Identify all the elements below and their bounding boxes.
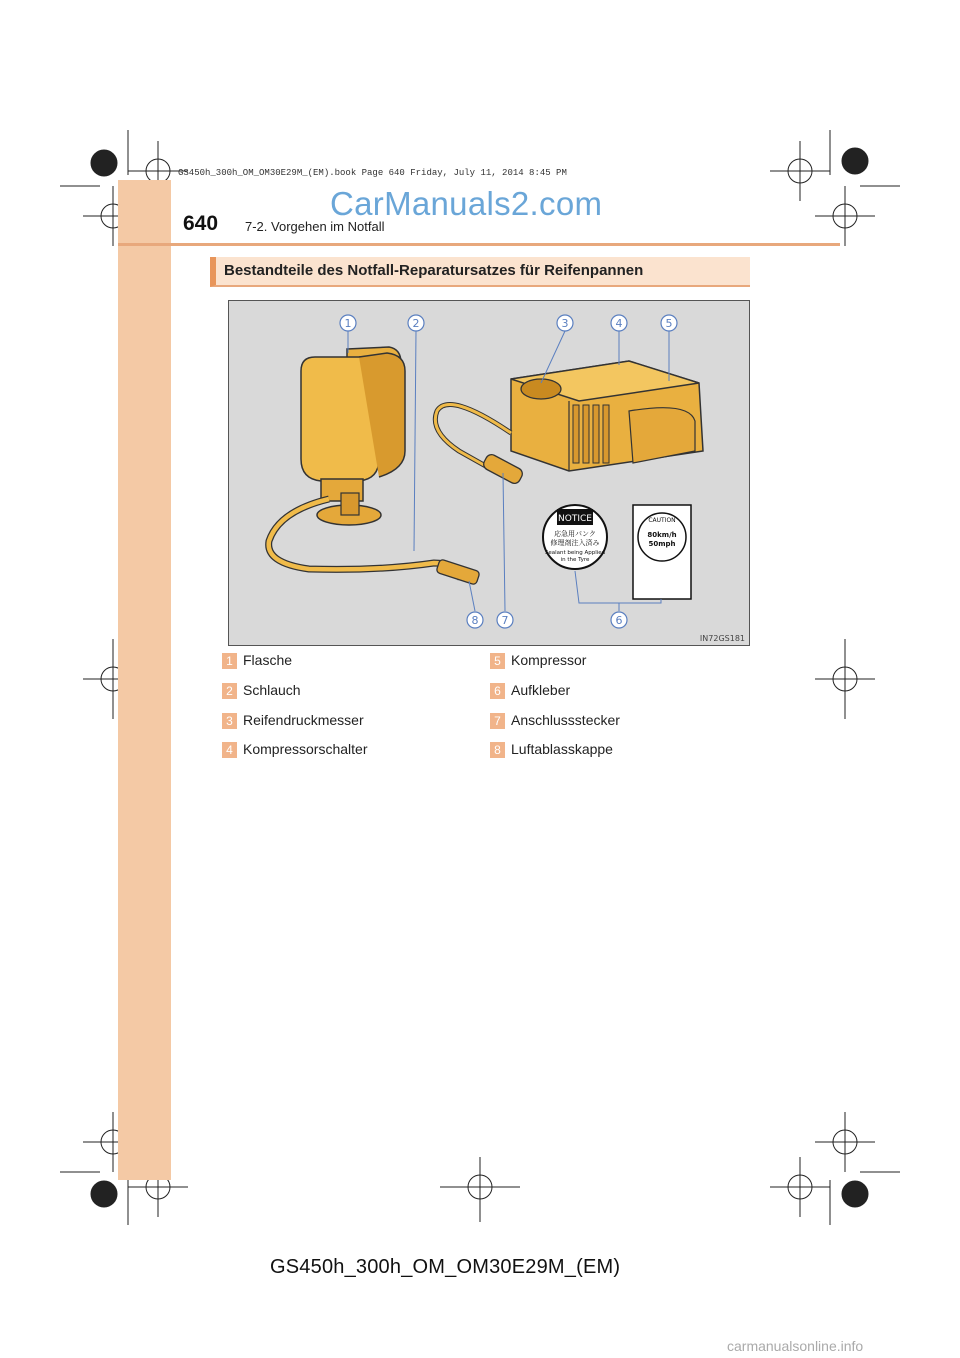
notice-en-line1: Sealant being Applied bbox=[544, 550, 606, 556]
legend-num: 4 bbox=[222, 742, 237, 758]
chapter-title: 7-2. Vorgehen im Notfall bbox=[245, 219, 385, 234]
legend-label: Flasche bbox=[243, 652, 293, 668]
caution-speed-kmh: 80km/h bbox=[647, 531, 677, 539]
callout-5: 5 bbox=[665, 317, 673, 330]
header-rule bbox=[118, 243, 840, 246]
callout-1: 1 bbox=[344, 317, 352, 330]
callout-3: 3 bbox=[561, 317, 569, 330]
legend-num: 6 bbox=[490, 683, 505, 699]
legend-label: Kompressor bbox=[511, 652, 587, 668]
section-title: Bestandteile des Notfall-Reparatursatzes für Reifenpannen bbox=[224, 262, 644, 279]
legend-num: 3 bbox=[222, 713, 237, 729]
legend-num: 2 bbox=[222, 683, 237, 699]
legend-label: Kompressorschalter bbox=[243, 741, 368, 757]
legend-label: Aufkleber bbox=[511, 682, 571, 698]
figure-code: IN72GS181 bbox=[699, 634, 745, 643]
caution-sticker bbox=[633, 505, 691, 599]
repair-kit-illustration bbox=[228, 300, 750, 646]
legend-label: Anschlussstecker bbox=[511, 712, 620, 728]
notice-sticker bbox=[543, 505, 607, 569]
page-number: 640 bbox=[183, 212, 219, 235]
caution-speed-mph: 50mph bbox=[648, 540, 676, 548]
notice-text: NOTICE bbox=[558, 514, 592, 524]
callout-7: 7 bbox=[501, 614, 509, 627]
book-info: GS450h_300h_OM_OM30E29M_(EM).book Page 640 Friday, July 11, 2014 8:45 PM bbox=[178, 168, 567, 178]
legend-num: 5 bbox=[490, 653, 505, 669]
compressor-illustration bbox=[511, 361, 703, 471]
document-code: GS450h_300h_OM_OM30E29M_(EM) bbox=[270, 1256, 621, 1278]
legend-num: 7 bbox=[490, 713, 505, 729]
repair-kit-drawing bbox=[229, 301, 749, 645]
callout-4: 4 bbox=[615, 317, 623, 330]
callout-8: 8 bbox=[471, 614, 479, 627]
legend-label: Schlauch bbox=[243, 682, 301, 698]
chapter-sidebar bbox=[118, 180, 171, 1180]
legend-num: 1 bbox=[222, 653, 237, 669]
caution-text: CAUTION bbox=[648, 517, 676, 524]
callout-6: 6 bbox=[615, 614, 623, 627]
legend-label: Reifendruckmesser bbox=[243, 712, 364, 728]
legend-label: Luftablasskappe bbox=[511, 741, 613, 757]
legend-num: 8 bbox=[490, 742, 505, 758]
bottle-illustration bbox=[301, 347, 405, 525]
notice-en-line2: in the Tyre bbox=[560, 557, 590, 563]
notice-jp-line1: 応急用パンク bbox=[554, 530, 596, 538]
notice-jp-line2: 修理剤注入済み bbox=[550, 539, 600, 547]
watermark-top: CarManuals2.com bbox=[330, 185, 603, 222]
callout-2: 2 bbox=[412, 317, 420, 330]
watermark-bottom: carmanualsonline.info bbox=[727, 1338, 864, 1354]
